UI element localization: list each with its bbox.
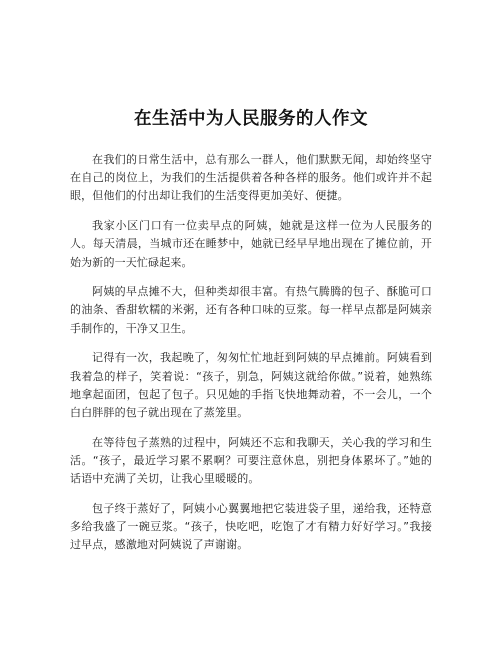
paragraph-4: 记得有一次，我起晚了，匆匆忙忙地赶到阿姨的早点摊前。阿姨看到我着急的样子，笑着说：“孩子，别急，阿姨这就给你做。”说着，她熟练地拿起面团，包起了包子。只见她的手指飞快地舞动着，不一会儿，一个白白胖胖的包子就出现在了蒸笼里。 [70, 351, 432, 419]
paragraph-5: 在等待包子蒸熟的过程中，阿姨还不忘和我聊天，关心我的学习和生活。“孩子，最近学习累不累啊？可要注意休息，别把身体累坏了。”她的话语中充满了关切，让我心里暖暖的。 [70, 435, 432, 486]
paragraph-6: 包子终于蒸好了，阿姨小心翼翼地把它装进袋子里，递给我，还特意多给我盛了一碗豆浆。“孩子，快吃吧，吃饱了才有精力好好学习。”我接过早点，感激地对阿姨说了声谢谢。 [70, 501, 432, 552]
paragraph-2: 我家小区门口有一位卖早点的阿姨，她就是这样一位为人民服务的人。每天清晨，当城市还在睡梦中，她就已经早早地出现在了摊位前，开始为新的一天忙碌起来。 [70, 219, 432, 269]
paragraph-1: 在我们的日常生活中，总有那么一群人，他们默默无闻，却始终坚守在自己的岗位上，为我们的生活提供着各种各样的服务。他们或许并不起眼，但他们的付出却让我们的生活变得更加美好、便捷。 [70, 153, 432, 203]
paragraph-3: 阿姨的早点摊不大，但种类却很丰富。有热气腾腾的包子、酥脆可口的油条、香甜软糯的米粥，还有各种口味的豆浆。每一样早点都是阿姨亲手制作的，干净又卫生。 [70, 285, 432, 335]
document-title: 在生活中为人民服务的人作文 [134, 109, 368, 129]
